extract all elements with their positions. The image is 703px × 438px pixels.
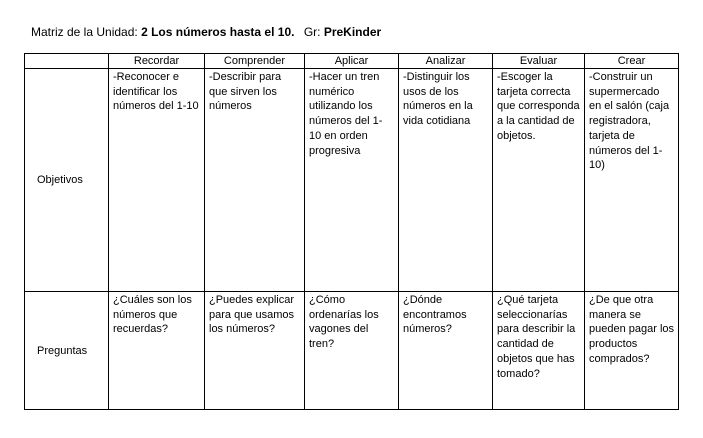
- pregunta-comprender: ¿Puedes explicar para que usamos los números?: [205, 292, 305, 410]
- objetivo-aplicar: -Hacer un tren numérico utilizando los números del 1-10 en orden progresiva: [305, 69, 399, 292]
- preguntas-row: [25, 292, 679, 410]
- pregunta-crear: ¿De que otra manera se pueden pagar los productos comprados?: [585, 292, 679, 410]
- objetivo-recordar: -Reconocer e identificar los números del 1-10: [109, 69, 205, 292]
- objetivo-evaluar: -Escoger la tarjeta correcta que corresponda a la cantidad de objetos.: [493, 69, 585, 292]
- corner-cell: [25, 54, 109, 69]
- column-header-recordar: Recordar: [109, 54, 205, 69]
- row-label-objetivos: Objetivos: [25, 69, 109, 292]
- column-header-crear: Crear: [585, 54, 679, 69]
- pregunta-evaluar: ¿Qué tarjeta seleccionarías para describir la cantidad de objetos que has tomado?: [493, 292, 585, 410]
- objetivo-crear: -Construir un supermercado en el salón (caja registradora, tarjeta de números del 1-10): [585, 69, 679, 292]
- column-header-aplicar: Aplicar: [305, 54, 399, 69]
- document-title: [31, 25, 381, 39]
- column-header-comprender: Comprender: [205, 54, 305, 69]
- row-label-preguntas: Preguntas: [25, 292, 109, 410]
- pregunta-aplicar: ¿Cómo ordenarías los vagones del tren?: [305, 292, 399, 410]
- pregunta-recordar: ¿Cuáles son los números que recuerdas?: [109, 292, 205, 410]
- objetivos-row: [25, 69, 679, 292]
- column-header-analizar: Analizar: [399, 54, 493, 69]
- header-row: [25, 54, 679, 69]
- column-header-evaluar: Evaluar: [493, 54, 585, 69]
- objetivo-comprender: -Describir para que sirven los números: [205, 69, 305, 292]
- objetivo-analizar: -Distinguir los usos de los números en la vida cotidiana: [399, 69, 493, 292]
- unit-matrix-table: [24, 53, 679, 410]
- grade-value: PreKinder: [323, 25, 382, 39]
- title-label: Matriz de la Unidad:: [31, 25, 138, 39]
- unit-name: 2 Los números hasta el 10.: [141, 25, 295, 39]
- pregunta-analizar: ¿Dónde encontramos números?: [399, 292, 493, 410]
- grade-label: Gr:: [303, 25, 321, 39]
